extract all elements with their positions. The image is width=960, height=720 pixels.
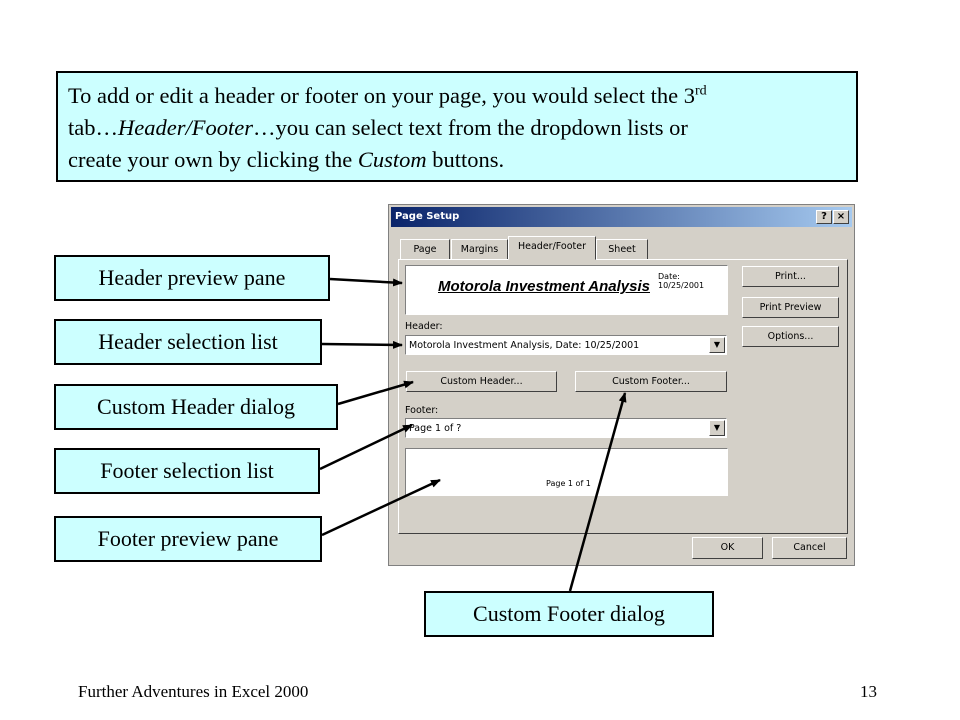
header-preview-title: Motorola Investment Analysis (438, 278, 650, 295)
header-select-value: Motorola Investment Analysis, Date: 10/25/2001 (409, 340, 640, 351)
footer-preview-text: Page 1 of 1 (546, 479, 591, 488)
arrow-footer-list (320, 425, 412, 469)
arrow-custom-footer (570, 393, 625, 591)
slide-page-number: 13 (860, 682, 877, 701)
chevron-down-icon[interactable]: ▼ (709, 337, 725, 353)
footer-label: Footer: (405, 405, 439, 416)
print-button[interactable]: Print... (742, 266, 839, 287)
intro-line1: To add or edit a header or footer on your page, you would select the 3rd (68, 83, 707, 108)
cancel-button[interactable]: Cancel (772, 537, 847, 559)
arrow-header-preview (330, 279, 402, 283)
footer-select-value: Page 1 of ? (409, 423, 462, 434)
tab-sheet[interactable]: Sheet (596, 239, 648, 259)
custom-header-button[interactable]: Custom Header... (406, 371, 557, 392)
label-custom-header: Custom Header dialog (54, 384, 338, 430)
tab-header-footer[interactable]: Header/Footer (508, 236, 596, 260)
intro-line2: tab…Header/Footer…you can select text from the dropdown lists or (68, 115, 688, 140)
help-icon[interactable]: ? (816, 210, 832, 224)
intro-line3: create your own by clicking the Custom buttons. (68, 147, 505, 172)
close-icon[interactable]: × (833, 210, 849, 224)
options-button[interactable]: Options... (742, 326, 839, 347)
ok-button[interactable]: OK (692, 537, 763, 559)
chevron-down-icon[interactable]: ▼ (709, 420, 725, 436)
tab-page[interactable]: Page (400, 239, 450, 259)
label-footer-preview: Footer preview pane (54, 516, 322, 562)
arrow-header-list (322, 344, 402, 345)
arrow-custom-header (338, 382, 413, 404)
tab-margins[interactable]: Margins (451, 239, 508, 259)
label-footer-list: Footer selection list (54, 448, 320, 494)
slide-footer-title: Further Adventures in Excel 2000 (78, 682, 309, 701)
custom-footer-button[interactable]: Custom Footer... (575, 371, 727, 392)
label-header-list: Header selection list (54, 319, 322, 365)
header-preview-date: Date: 10/25/2001 (658, 272, 705, 290)
print-preview-button[interactable]: Print Preview (742, 297, 839, 318)
label-custom-footer: Custom Footer dialog (424, 591, 714, 637)
dialog-title: Page Setup (395, 211, 460, 222)
header-label: Header: (405, 321, 443, 332)
label-header-preview: Header preview pane (54, 255, 330, 301)
arrow-footer-preview (322, 480, 440, 535)
